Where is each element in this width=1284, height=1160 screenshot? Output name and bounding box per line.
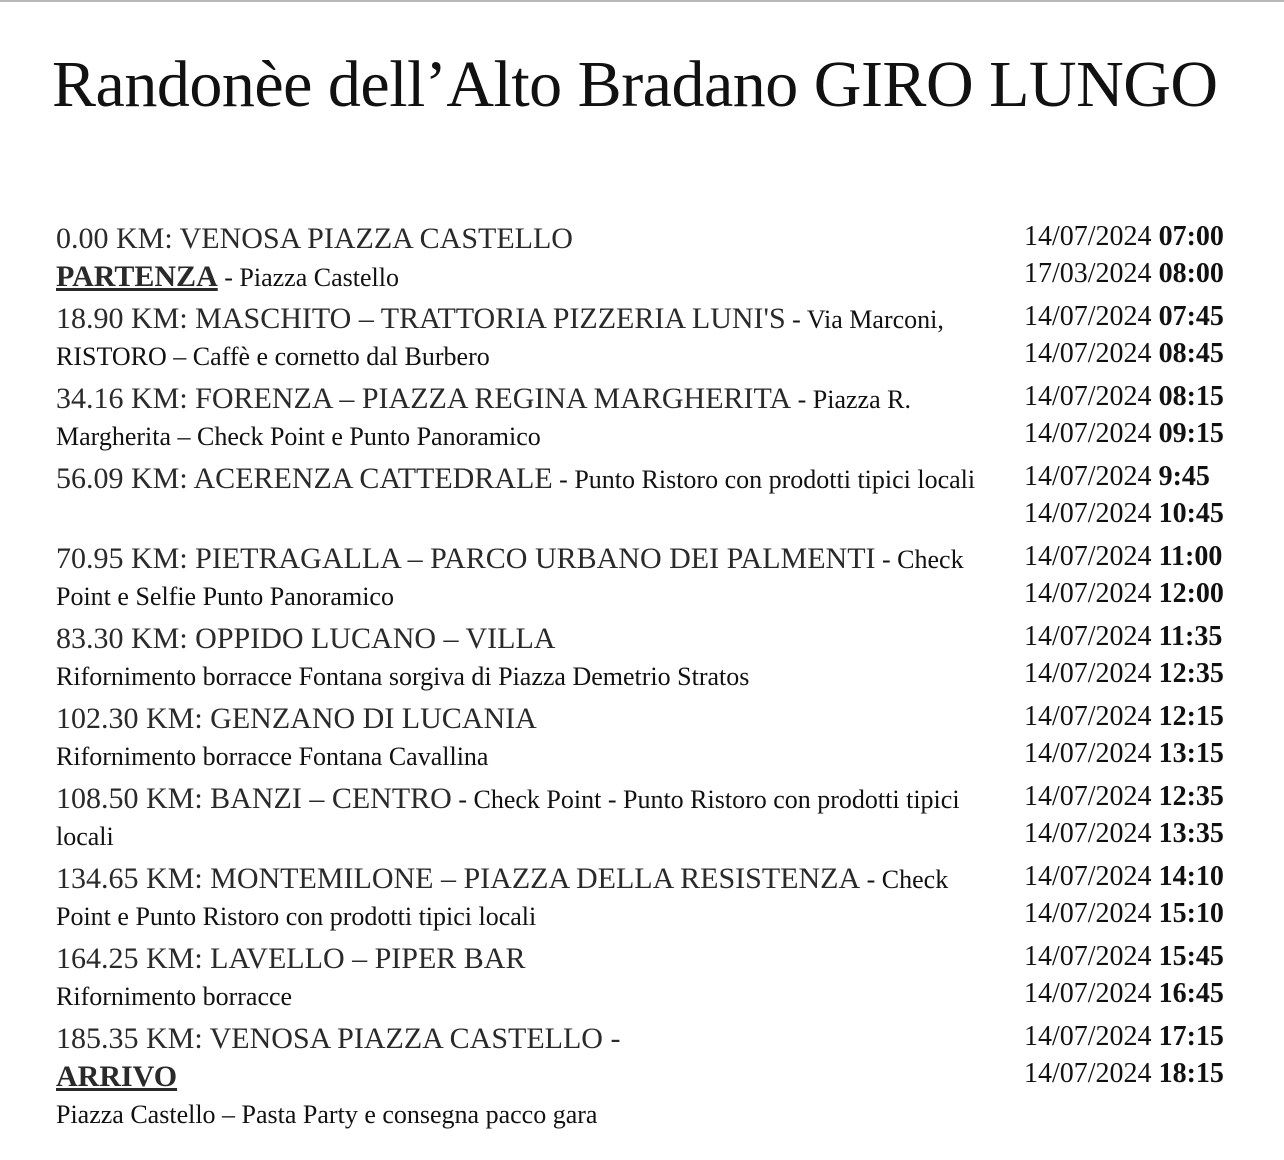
schedule-line	[1024, 218, 1264, 255]
schedule-line	[1024, 298, 1264, 335]
top-divider	[0, 0, 1284, 2]
schedule-line	[1024, 895, 1264, 932]
schedule-time: 08:15	[1158, 381, 1224, 412]
stop-detail: Rifornimento borracce Fontana Cavallina	[56, 742, 489, 771]
route-stop	[0, 776, 1284, 856]
schedule-line	[1024, 975, 1264, 1012]
schedule-line	[1024, 538, 1264, 575]
route-stop	[0, 296, 1284, 376]
schedule-line	[1024, 335, 1264, 372]
schedule-line	[1024, 938, 1264, 975]
schedule-time: 12:15	[1158, 701, 1224, 732]
route-stop	[0, 856, 1284, 936]
schedule-line	[1024, 495, 1264, 532]
stop-description	[56, 380, 1006, 455]
route-stop	[0, 456, 1284, 536]
stop-detail: - Via Marconi, RISTORO – Caffè e cornetto dal Burbero	[56, 305, 944, 371]
schedule-date: 14/07/2024	[1024, 498, 1152, 529]
schedule-date: 14/07/2024	[1024, 621, 1152, 652]
stop-description	[56, 220, 1006, 296]
stop-detail: - Piazza R. Margherita – Check Point e Punto Panoramico	[56, 385, 911, 451]
route-stop	[0, 936, 1284, 1016]
stop-description	[56, 620, 1006, 695]
schedule-line	[1024, 815, 1264, 852]
stop-heading: 0.00 KM: VENOSA PIAZZA CASTELLO	[56, 222, 573, 255]
stop-heading: 164.25 KM: LAVELLO – PIPER BAR	[56, 942, 526, 975]
schedule-time: 09:15	[1158, 418, 1224, 449]
schedule-time: 16:45	[1158, 978, 1224, 1009]
stop-heading: 56.09 KM: ACERENZA CATTEDRALE	[56, 462, 553, 495]
schedule-time: 12:35	[1158, 658, 1224, 689]
schedule-line	[1024, 858, 1264, 895]
schedule-date: 14/07/2024	[1024, 1021, 1152, 1052]
route-stop	[0, 1016, 1284, 1134]
stop-detail: - Punto Ristoro con prodotti tipici locali	[552, 465, 976, 494]
schedule-time: 11:00	[1158, 541, 1223, 572]
stop-schedule	[1024, 618, 1264, 692]
stop-detail: Rifornimento borracce Fontana sorgiva di Piazza Demetrio Stratos	[56, 662, 750, 691]
schedule-time: 07:45	[1158, 301, 1224, 332]
route-stop	[0, 536, 1284, 616]
route-stop	[0, 216, 1284, 296]
schedule-date: 14/07/2024	[1024, 541, 1152, 572]
schedule-time: 11:35	[1158, 621, 1223, 652]
stop-heading: 102.30 KM: GENZANO DI LUCANIA	[56, 702, 537, 735]
stop-heading: 70.95 KM: PIETRAGALLA – PARCO URBANO DEI PALMENTI	[56, 542, 876, 575]
stop-heading: 18.90 KM: MASCHITO – TRATTORIA PIZZERIA LUNI'S	[56, 302, 786, 335]
stop-heading: 83.30 KM: OPPIDO LUCANO – VILLA	[56, 622, 556, 655]
schedule-line	[1024, 618, 1264, 655]
start-tag: PARTENZA	[56, 260, 218, 293]
schedule-time: 07:00	[1158, 221, 1224, 252]
schedule-line	[1024, 255, 1264, 292]
schedule-line	[1024, 735, 1264, 772]
stop-schedule	[1024, 458, 1264, 532]
route-stop	[0, 616, 1284, 696]
stop-schedule	[1024, 698, 1264, 772]
stop-description	[56, 700, 1006, 775]
schedule-time: 12:00	[1158, 578, 1224, 609]
schedule-date: 14/07/2024	[1024, 1058, 1152, 1089]
stop-schedule	[1024, 858, 1264, 932]
schedule-time: 15:10	[1158, 898, 1224, 929]
schedule-date: 14/07/2024	[1024, 861, 1152, 892]
stop-heading: 34.16 KM: FORENZA – PIAZZA REGINA MARGHERITA	[56, 382, 792, 415]
schedule-line	[1024, 655, 1264, 692]
schedule-time: 15:45	[1158, 941, 1224, 972]
route-stop-list	[0, 216, 1284, 1134]
stop-detail: - Check Point e Punto Ristoro con prodotti tipici locali	[56, 865, 949, 931]
schedule-date: 14/07/2024	[1024, 461, 1152, 492]
stop-description	[56, 300, 1006, 375]
route-stop	[0, 376, 1284, 456]
schedule-time: 08:45	[1158, 338, 1224, 369]
schedule-date: 14/07/2024	[1024, 738, 1152, 769]
stop-description	[56, 780, 1006, 855]
finish-tag: ARRIVO	[56, 1060, 178, 1093]
schedule-date: 14/07/2024	[1024, 658, 1152, 689]
schedule-line	[1024, 378, 1264, 415]
schedule-date: 14/07/2024	[1024, 701, 1152, 732]
schedule-date: 14/07/2024	[1024, 381, 1152, 412]
stop-description	[56, 940, 1006, 1015]
schedule-line	[1024, 1018, 1264, 1055]
schedule-date: 14/07/2024	[1024, 221, 1152, 252]
schedule-date: 14/07/2024	[1024, 338, 1152, 369]
schedule-time: 9:45	[1158, 461, 1210, 492]
schedule-line	[1024, 698, 1264, 735]
stop-description	[56, 1020, 1006, 1133]
stop-description	[56, 860, 1006, 935]
schedule-date: 14/07/2024	[1024, 418, 1152, 449]
stop-schedule	[1024, 218, 1264, 292]
schedule-date: 14/07/2024	[1024, 781, 1152, 812]
schedule-date: 14/07/2024	[1024, 818, 1152, 849]
schedule-time: 08:00	[1158, 258, 1224, 289]
stop-detail: Rifornimento borracce	[56, 982, 293, 1011]
schedule-line	[1024, 415, 1264, 452]
stop-detail: Piazza Castello – Pasta Party e consegna pacco gara	[56, 1100, 598, 1129]
schedule-date: 14/07/2024	[1024, 941, 1152, 972]
schedule-date: 14/07/2024	[1024, 898, 1152, 929]
stop-detail: - Check Point - Punto Ristoro con prodotti tipici locali	[56, 785, 960, 851]
schedule-time: 13:15	[1158, 738, 1224, 769]
stop-description	[56, 460, 1006, 498]
stop-detail: - Check Point e Selfie Punto Panoramico	[56, 545, 964, 611]
stop-heading: 134.65 KM: MONTEMILONE – PIAZZA DELLA RESISTENZA	[56, 862, 861, 895]
schedule-date: 17/03/2024	[1024, 258, 1152, 289]
stop-schedule	[1024, 1018, 1264, 1092]
schedule-date: 14/07/2024	[1024, 978, 1152, 1009]
schedule-time: 14:10	[1158, 861, 1224, 892]
schedule-line	[1024, 778, 1264, 815]
schedule-date: 14/07/2024	[1024, 578, 1152, 609]
schedule-time: 13:35	[1158, 818, 1224, 849]
page-title: Randonèe dell’Alto Bradano GIRO LUNGO	[52, 48, 1218, 121]
stop-schedule	[1024, 938, 1264, 1012]
stop-schedule	[1024, 778, 1264, 852]
stop-heading: 185.35 KM: VENOSA PIAZZA CASTELLO -	[56, 1022, 621, 1055]
stop-schedule	[1024, 538, 1264, 612]
schedule-time: 17:15	[1158, 1021, 1224, 1052]
stop-description	[56, 540, 1006, 615]
stop-detail: - Piazza Castello	[217, 263, 399, 292]
schedule-line	[1024, 575, 1264, 612]
schedule-time: 18:15	[1158, 1058, 1224, 1089]
schedule-line	[1024, 458, 1264, 495]
stop-heading: 108.50 KM: BANZI – CENTRO	[56, 782, 452, 815]
schedule-date: 14/07/2024	[1024, 301, 1152, 332]
stop-schedule	[1024, 378, 1264, 452]
schedule-line	[1024, 1055, 1264, 1092]
stop-schedule	[1024, 298, 1264, 372]
route-stop	[0, 696, 1284, 776]
schedule-time: 12:35	[1158, 781, 1224, 812]
schedule-time: 10:45	[1158, 498, 1224, 529]
